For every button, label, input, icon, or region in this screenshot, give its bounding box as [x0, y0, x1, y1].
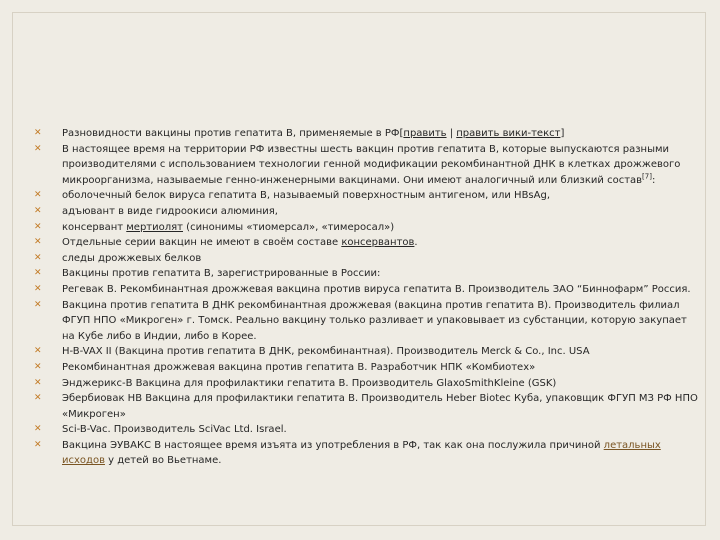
x-mark-icon: ✕ [34, 393, 42, 404]
list-item [34, 391, 702, 422]
text-link[interactable]: править вики-текст [456, 128, 561, 139]
x-mark-icon: ✕ [34, 190, 42, 201]
item-text: адъювант в виде гидроокиси алюминия, [62, 205, 278, 217]
x-mark-icon: ✕ [34, 143, 42, 154]
x-mark-icon: ✕ [34, 424, 42, 435]
item-text: у детей во Вьетнаме. [104, 455, 222, 467]
item-text: Вакцина ЭУВАКС В настоящее время изъята из употребления в РФ, так как она послужила причиной [62, 439, 604, 451]
list-item [34, 126, 702, 142]
list-item [34, 438, 702, 469]
item-text: H-B-VAX II (Вакцина против гепатита В ДНК, рекомбинантная). Производитель Merck & Co., Inc. USA [62, 346, 590, 358]
item-text: Разновидности вакцины против гепатита В, применяемые в РФ [62, 128, 400, 139]
item-text: . [414, 237, 418, 249]
list-item [34, 282, 702, 298]
item-text: консервант [62, 221, 127, 233]
citation-ref[interactable]: [7] [642, 172, 652, 181]
x-mark-icon: ✕ [34, 221, 42, 232]
list-item [34, 235, 702, 251]
x-mark-icon: ✕ [34, 377, 42, 388]
text-link[interactable]: мертиолят [126, 221, 183, 233]
text-link[interactable]: консервантов [341, 237, 415, 249]
x-mark-icon: ✕ [34, 128, 42, 138]
list-item [34, 344, 702, 360]
bullet-list [34, 126, 702, 469]
list-item [34, 360, 702, 376]
list-item [34, 142, 702, 189]
item-text: | [446, 128, 457, 139]
x-mark-icon: ✕ [34, 439, 42, 450]
item-text: Вакцины против гепатита В, зарегистрированные в России: [62, 268, 381, 280]
item-text: Эбербиовак НВ Вакцина для профилактики гепатита В. Производитель Heber Biotec Куба, упаковщик ФГУП МЗ РФ НПО «Микроген» [62, 393, 698, 420]
item-text: Регевак В. Рекомбинантная дрожжевая вакцина против вируса гепатита В. Производитель ЗАО “Биннофарм” Россия. [62, 283, 691, 295]
x-mark-icon: ✕ [34, 346, 42, 357]
item-text: Sci-B-Vac. Производитель SciVac Ltd. Israel. [62, 424, 287, 436]
list-item [34, 220, 702, 236]
list-item [34, 266, 702, 282]
list-item [34, 204, 702, 220]
item-text: Рекомбинантная дрожжевая вакцина против гепатита В. Разработчик НПК «Комбиотех» [62, 361, 536, 373]
item-text: Энджерикс-В Вакцина для профилактики гепатита В. Производитель GlaxoSmithKleine (GSK) [62, 377, 557, 389]
list-item [34, 188, 702, 204]
item-text: оболочечный белок вируса гепатита В, называемый поверхностным антигеном, или HBsAg, [62, 190, 551, 202]
item-text: ] [560, 128, 565, 139]
item-text: следы дрожжевых белков [62, 252, 202, 264]
item-text: (синонимы «тиомерсал», «тимеросал») [182, 221, 395, 233]
list-item [34, 376, 702, 392]
x-mark-icon: ✕ [34, 283, 42, 294]
list-item [34, 422, 702, 438]
item-text: [ [399, 128, 404, 139]
list-item [34, 251, 702, 267]
text-link[interactable]: править [403, 128, 447, 139]
x-mark-icon: ✕ [34, 268, 42, 279]
x-mark-icon: ✕ [34, 299, 42, 310]
x-mark-icon: ✕ [34, 205, 42, 216]
x-mark-icon: ✕ [34, 252, 42, 263]
item-text: В настоящее время на территории РФ известны шесть вакцин против гепатита В, которые выпускаются разными производителями с использованием технологии генной модификации рекомбинантной ДНК в клетках дрожжевого микроорганизма, называемые генно-инженерными вакцинами. Они имеют аналогичный или близкий состав [62, 143, 681, 186]
x-mark-icon: ✕ [34, 361, 42, 372]
item-text: Отдельные серии вакцин не имеют в своём составе [62, 237, 342, 249]
item-text: Вакцина против гепатита В ДНК рекомбинантная дрожжевая (вакцина против гепатита В). Производитель филиал ФГУП НПО «Микроген» г. Томск. Реально вакцину только разливает и упаковывает из субстанции, которую закупает на Кубе либо в Индии, либо в Корее. [62, 299, 687, 342]
item-text: : [651, 174, 656, 186]
list-item [34, 298, 702, 345]
text-link[interactable]: летальных исходов [62, 439, 661, 467]
x-mark-icon: ✕ [34, 237, 42, 248]
